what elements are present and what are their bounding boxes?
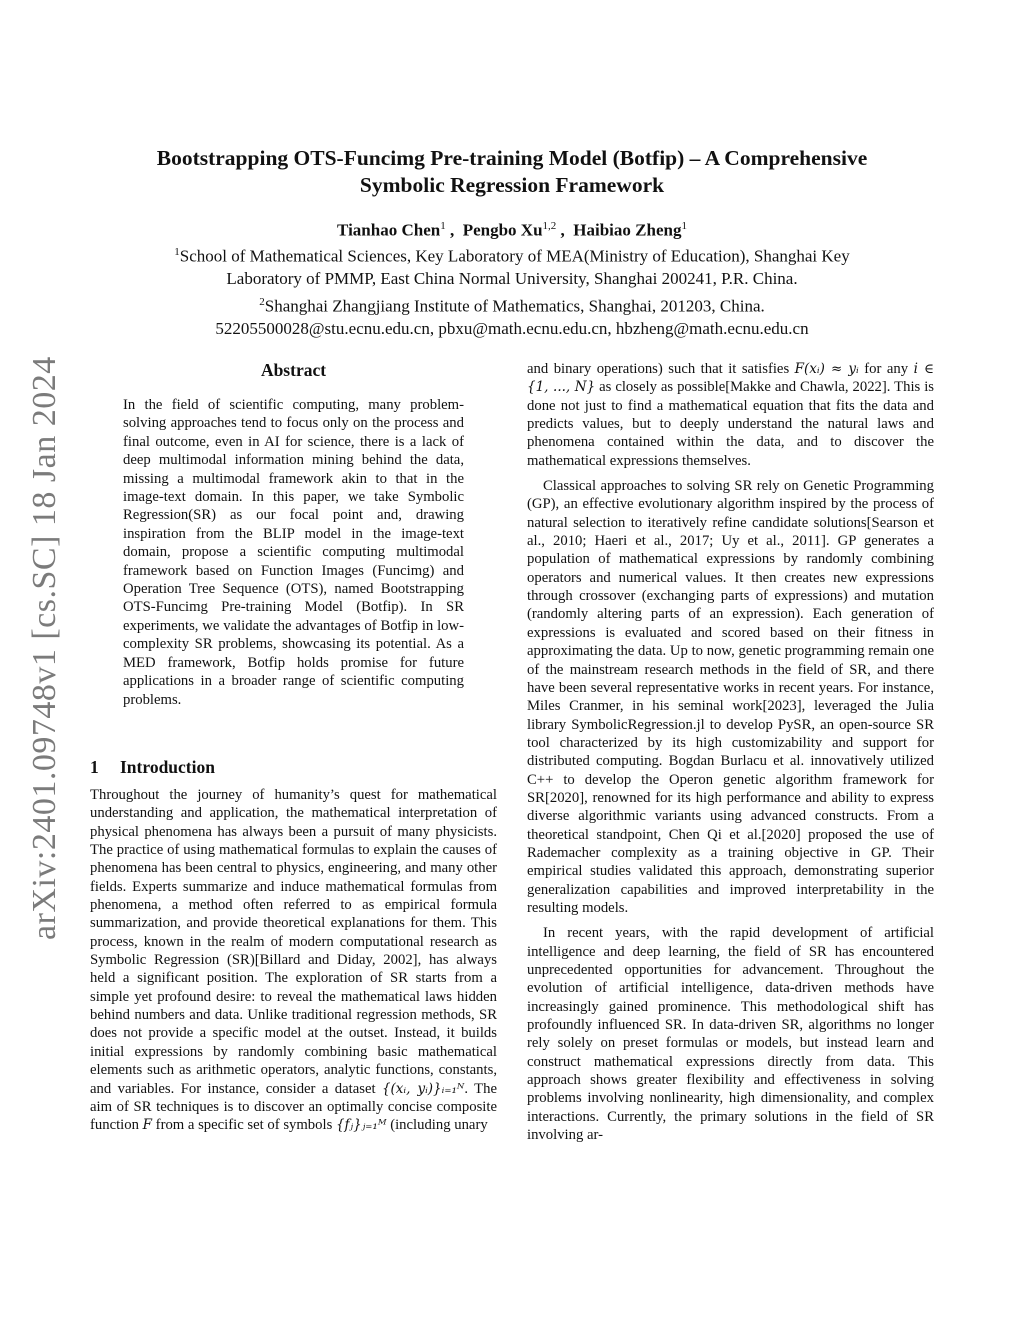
introduction-right-column <box>527 360 934 1144</box>
author-2-affil: 1,2 <box>542 220 557 232</box>
affiliation-1-line-2: Laboratory of PMMP, East China Normal University, Shanghai 200241, P.R. China. <box>226 269 798 289</box>
author-3-affil: 1 <box>681 220 687 232</box>
author-emails[interactable]: 52205500028@stu.ecnu.edu.cn, pbxu@math.ecnu.edu.cn, hbzheng@math.ecnu.edu.cn <box>215 318 809 338</box>
author-1: Tianhao Chen <box>337 220 441 240</box>
math-function-F: F <box>142 1117 152 1134</box>
section-heading-introduction <box>90 757 215 778</box>
author-2: Pengbo Xu <box>462 220 543 240</box>
introduction-left-column <box>90 786 497 1135</box>
math-dataset: {(xᵢ, yᵢ)}ᵢ₌₁ᴺ <box>381 1080 465 1097</box>
title-line-2: Symbolic Regression Framework <box>359 173 665 197</box>
affiliation-1-line-1: $^1$School of Mathematical Sciences, Key Laboratory of MEA(Ministry of Education), Shanghai Key <box>174 246 850 266</box>
math-fit-condition: F(xᵢ) ≈ yᵢ <box>794 361 859 377</box>
arxiv-identifier[interactable]: arXiv:2401.09748v1 [cs.SC] 18 Jan 2024 <box>26 356 63 940</box>
author-3: Haibiao Zheng <box>573 220 682 240</box>
intro-paragraph-1-continued: and binary operations) such that it satisfies F(xᵢ) ≈ yᵢ for any i ∈ {1, ..., N} as closely as possible[Makke and Chawla, 2022]. This is done not just to find a mathematical equation that fits the data and predicts values, but to deeply understand the natural laws and phenomena contained within the data, and to discover the mathematical expressions themselves. <box>527 361 934 469</box>
affiliations <box>90 241 934 340</box>
author-1-affil: 1 <box>440 220 446 232</box>
intro-paragraph-2: Classical approaches to solving SR rely on Genetic Programming (GP), an effective evolutionary algorithm inspired by the process of natural selection to iteratively refine candidate solutions[Searson et al., 2010; Haeri et al., 2017; Uy et al., 2011]. GP generates a population of mathematical expressions by randomly combining operators and numerical values. It then creates new expressions through crossover (exchanging parts of expressions) and mutation (randomly altering parts of an expression). Each generation of expressions is evaluated and scored based on their fitness in approximating the data. Up to now, genetic programming remain one of the mainstream research methods in the field of SR, and there have been several representative works in recent years. For instance, Miles Cranmer, in his seminal work[2023], leveraged the Julia library SymbolicRegression.jl to develop PySR, an open-source SR tool characterized by its high customizability and support for distributed computing. Bogdan Burlacu et al. innovatively utilized C++ to develop the Operon genetic algorithm framework for SR[2020], renowned for its high performance and ability to express diverse algorithmic variants using advanced constructs. From a theoretical standpoint, Chen Qi et al.[2020] proposed the use of Rademacher complexity as a training objective in GP. Their empirical studies validated this approach, demonstrating superior generalization capabilities and improved interpretability in the resulting models. <box>527 478 934 916</box>
affiliation-2: $^2$Shanghai Zhangjiang Institute of Mathematics, Shanghai, 201203, China. <box>259 295 765 316</box>
abstract-body: In the field of scientific computing, many problem-solving approaches tend to focus only on the process and final outcome, even in AI for science, there is a lack of deep multimodal information mining behind the data, missing a multimodal framework akin to that in the image-text domain. In this paper, we take Symbolic Regression(SR) as our focal point and, drawing inspiration from the BLIP model in the image-text domain, propose a scientific computing multimodal framework based on Function Images (Funcimg) and Operation Tree Sequence (OTS), named Bootstrapping OTS-Funcimg Pre-training Model (Botfip). In SR experiments, we validate the advantages of Botfip in low-complexity SR problems, showcasing its potential. As a MED framework, Botfip holds promise for future applications in a broader range of scientific computing problems. <box>123 397 464 708</box>
intro-paragraph-1: Throughout the journey of humanity’s quest for mathematical understanding and application, the mathematical interpretation of physical phenomena has always been a pursuit of many physicists. The practice of using mathematical formulas to explain the causes of phenomena has been central to physics, engineering, and many other fields. Experts summarize and induce mathematical formulas from phenomena, a method often referred to as empirical formula summarization, and provide theoretical explanations for them. This process, known in the realm of modern computational research as Symbolic Regression (SR)[Billard and Diday, 2002], has always held a significant position. The exploration of SR starts from a simple yet profound desire: to reveal the mathematical laws hidden behind numbers and data. Unlike traditional regression methods, SR does not provide a specific model at the outset. Instead, it builds initial expressions by randomly combining basic mathematical elements such as arithmetic operators, analytic functions, constants, and variables. For instance, consider a dataset {(xᵢ, yᵢ)}ᵢ₌₁ᴺ. The aim of SR techniques is to discover an optimally concise composite function F from a specific set of symbols {fⱼ}ⱼ₌₁ᴹ (including unary <box>90 787 497 1134</box>
section-number: 1 <box>90 757 99 777</box>
abstract-heading: Abstract <box>260 360 327 380</box>
section-title: Introduction <box>120 757 215 777</box>
title-line-1: Bootstrapping OTS-Funcimg Pre-training Model (Botfip) – A Comprehensive <box>156 146 868 170</box>
intro-paragraph-3: In recent years, with the rapid development of artificial intelligence and deep learning, the field of SR has encountered unprecedented opportunities for advancement. Throughout the evolution of artificial intelligence, data-driven methods have increasingly gained prominence. This methodological shift has profoundly influenced SR. In data-driven SR, algorithms no longer rely solely on preset formulas or models, but instead learn and construct mathematical expressions directly from data. This approach shows greater flexibility and effectiveness in solving problems involving nonlinearity, high dimensionality, and complex interactions. Currently, the primary solutions in the field of SR involving ar- <box>527 925 934 1144</box>
paper-title <box>90 145 934 199</box>
affiliation-2-mark: 2 <box>259 295 265 308</box>
math-symbol-set: {fⱼ}ⱼ₌₁ᴹ <box>335 1117 387 1134</box>
affiliation-1-mark: 1 <box>174 246 180 258</box>
math-index-range: i ∈ {1, ..., N} <box>527 361 934 396</box>
author-list: Tianhao Chen$^1$ , Pengbo Xu$^{1,2}$ , Haibiao Zheng$^1$ <box>337 220 687 240</box>
